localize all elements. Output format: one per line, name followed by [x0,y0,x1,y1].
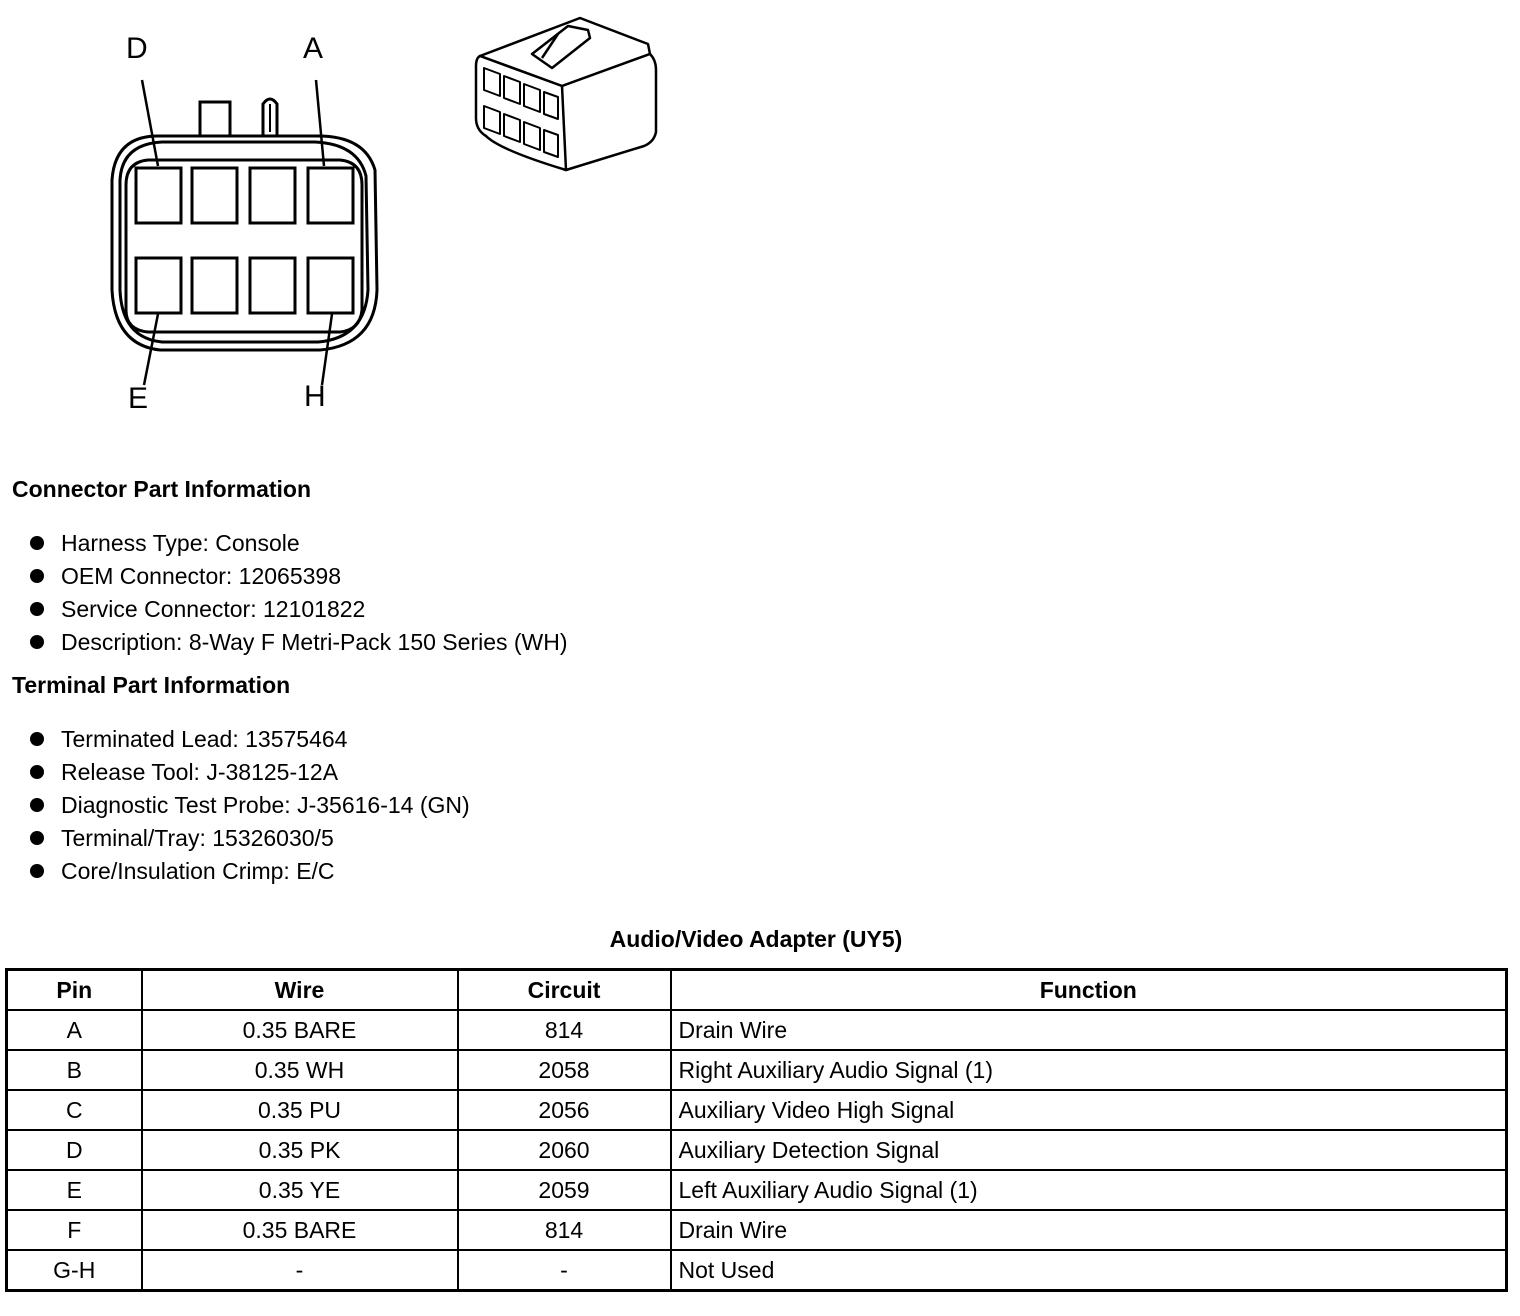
cell-pin: C [7,1090,142,1130]
bullet-icon [30,536,44,550]
table-header-row [7,970,1507,1011]
pin-label-d: D [126,32,148,65]
cell-wire: - [142,1250,458,1291]
bullet-icon [30,831,44,845]
header-circuit: Circuit [458,970,671,1011]
list-item [28,593,568,626]
table-row [7,1010,1507,1050]
cell-pin: A [7,1010,142,1050]
cell-circuit: 2060 [458,1130,671,1170]
list-item [28,789,470,822]
cell-function: Drain Wire [671,1010,1507,1050]
cell-wire: 0.35 BARE [142,1210,458,1250]
list-item [28,822,470,855]
bullet-icon [30,602,44,616]
connector-face-diagram [100,20,400,425]
list-item-text: Description: 8-Way F Metri-Pack 150 Series (WH) [61,629,568,655]
cell-pin: F [7,1210,142,1250]
cell-pin: B [7,1050,142,1090]
cell-circuit: 2056 [458,1090,671,1130]
pin-label-e: E [128,382,149,415]
pin-label-a: A [303,32,324,65]
connector-info-list [28,527,568,659]
table-row [7,1050,1507,1090]
header-pin: Pin [7,970,142,1011]
list-item [28,855,470,888]
bullet-icon [30,798,44,812]
connector-isometric-drawing [470,10,670,185]
list-item-text: Release Tool: J-38125-12A [61,759,339,785]
cell-circuit: - [458,1250,671,1291]
table-title: Audio/Video Adapter (UY5) [609,926,903,952]
header-wire: Wire [142,970,458,1011]
cell-wire: 0.35 BARE [142,1010,458,1050]
cell-function: Auxiliary Detection Signal [671,1130,1507,1170]
list-item [28,723,470,756]
header-function: Function [671,970,1507,1011]
pin-table [5,968,1508,1292]
connector-face-drawing [100,20,400,420]
bullet-icon [30,569,44,583]
cell-function: Right Auxiliary Audio Signal (1) [671,1050,1507,1090]
cell-function: Left Auxiliary Audio Signal (1) [671,1170,1507,1210]
cell-function: Drain Wire [671,1210,1507,1250]
bullet-icon [30,864,44,878]
table-row [7,1090,1507,1130]
cell-wire: 0.35 PK [142,1130,458,1170]
cell-wire: 0.35 YE [142,1170,458,1210]
cell-function: Auxiliary Video High Signal [671,1090,1507,1130]
list-item [28,756,470,789]
bullet-icon [30,635,44,649]
connector-isometric-image [470,10,670,180]
list-item [28,527,568,560]
list-item-text: Harness Type: Console [61,530,300,556]
connector-info-heading: Connector Part Information [12,476,312,502]
pin-label-h: H [304,380,326,413]
cell-wire: 0.35 WH [142,1050,458,1090]
table-row [7,1250,1507,1291]
bullet-icon [30,732,44,746]
list-item-text: Diagnostic Test Probe: J-35616-14 (GN) [61,792,470,818]
cell-wire: 0.35 PU [142,1090,458,1130]
terminal-info-heading: Terminal Part Information [12,672,291,698]
terminal-info-list [28,723,470,888]
cell-pin: E [7,1170,142,1210]
list-item [28,560,568,593]
table-row [7,1210,1507,1250]
list-item [28,626,568,659]
cell-pin: G-H [7,1250,142,1291]
cell-pin: D [7,1130,142,1170]
list-item-text: Core/Insulation Crimp: E/C [61,858,335,884]
table-row [7,1170,1507,1210]
bullet-icon [30,765,44,779]
table-row [7,1130,1507,1170]
cell-circuit: 814 [458,1010,671,1050]
list-item-text: Terminated Lead: 13575464 [61,726,348,752]
list-item-text: Service Connector: 12101822 [61,596,366,622]
list-item-text: OEM Connector: 12065398 [61,563,342,589]
cell-circuit: 814 [458,1210,671,1250]
cell-circuit: 2059 [458,1170,671,1210]
cell-circuit: 2058 [458,1050,671,1090]
cell-function: Not Used [671,1250,1507,1291]
list-item-text: Terminal/Tray: 15326030/5 [61,825,334,851]
